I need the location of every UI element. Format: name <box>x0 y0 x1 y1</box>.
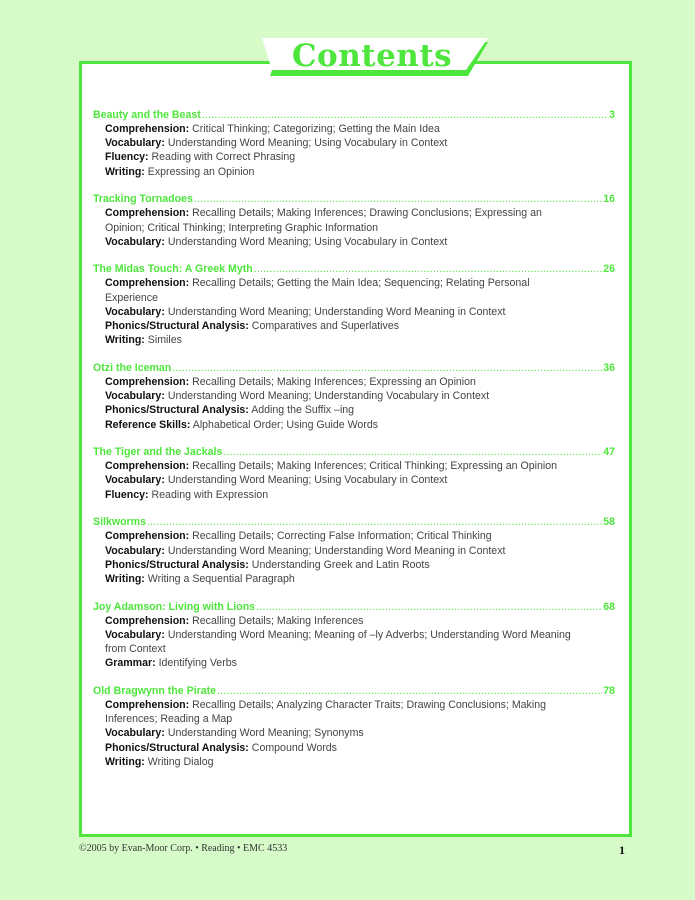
toc-entry-heading[interactable] <box>93 262 615 276</box>
dot-leader <box>223 445 602 459</box>
entry-title: Silkworms <box>93 516 146 529</box>
entry-page-number: 3 <box>609 109 615 121</box>
skill-line <box>93 529 575 543</box>
skill-line <box>93 628 575 656</box>
skill-label: Grammar: <box>105 657 156 670</box>
entry-page-number: 36 <box>603 361 615 374</box>
entry-title: Otzi the Iceman <box>93 361 172 374</box>
skill-line <box>93 459 575 473</box>
skill-label: Comprehension: <box>105 277 190 290</box>
skill-text: Alphabetical Order; Using Guide Words <box>192 418 379 431</box>
entry-page-number: 47 <box>603 446 615 459</box>
skill-label: Writing: <box>105 755 145 768</box>
skill-text: Comparatives and Superlatives <box>251 320 400 333</box>
toc-entry-heading[interactable] <box>93 600 615 614</box>
skill-text: Reading with Correct Phrasing <box>151 151 296 164</box>
entry-page-number: 78 <box>603 684 615 697</box>
skill-text: Understanding Word Meaning; Using Vocabulary in Context <box>167 474 448 487</box>
skill-line <box>93 572 575 586</box>
toc-entry-heading[interactable] <box>93 361 615 375</box>
skill-label: Vocabulary: <box>105 628 165 641</box>
entry-page-number: 68 <box>603 600 615 613</box>
page-number: 1 <box>619 843 625 857</box>
skill-text: Understanding Word Meaning; Meaning of –ly Adverbs; Understanding Word Meaning from Context <box>105 628 571 656</box>
skill-label: Comprehension: <box>105 614 190 627</box>
toc-entry-heading[interactable] <box>93 515 615 529</box>
dot-leader <box>256 600 602 614</box>
skill-label: Vocabulary: <box>105 305 165 318</box>
skill-label: Vocabulary: <box>105 474 165 487</box>
copyright-footer: ©2005 by Evan-Moor Corp. • Reading • EMC 4533 <box>79 843 288 854</box>
skill-label: Writing: <box>105 165 145 178</box>
skill-label: Vocabulary: <box>105 235 165 248</box>
skill-label: Phonics/Structural Analysis: <box>105 404 249 417</box>
dot-leader <box>254 262 602 276</box>
toc-entry <box>93 108 615 179</box>
skill-text: Recalling Details; Analyzing Character Traits; Drawing Conclusions; Making Inferences; Reading a Map <box>105 698 546 726</box>
dot-leader <box>194 192 602 206</box>
toc-entry-heading[interactable] <box>93 108 615 122</box>
skill-line <box>93 698 575 726</box>
skill-line <box>93 319 575 333</box>
skill-line <box>93 375 575 389</box>
skill-line <box>93 473 575 487</box>
skill-label: Comprehension: <box>105 375 190 388</box>
skill-label: Fluency: <box>105 151 149 164</box>
skill-line <box>93 656 575 670</box>
skill-label: Writing: <box>105 334 145 347</box>
skill-label: Phonics/Structural Analysis: <box>105 741 249 754</box>
entry-title: The Tiger and the Jackals <box>93 446 223 459</box>
skill-text: Recalling Details; Making Inferences; Drawing Conclusions; Expressing an Opinion; Critical Thinking; Interpreting Graphic Information <box>105 207 542 234</box>
entry-title: The Midas Touch: A Greek Myth <box>93 263 253 276</box>
skill-text: Writing Dialog <box>147 755 214 768</box>
skill-label: Comprehension: <box>105 207 190 220</box>
skill-line <box>93 206 575 234</box>
skill-text: Recalling Details; Making Inferences <box>192 614 364 627</box>
skill-line <box>93 305 575 319</box>
toc-entry <box>93 192 615 249</box>
skill-line <box>93 544 575 558</box>
skill-text: Understanding Word Meaning; Understanding Word Meaning in Context <box>167 305 506 318</box>
skill-label: Vocabulary: <box>105 390 165 403</box>
skill-text: Understanding Word Meaning; Understanding Vocabulary in Context <box>167 390 490 403</box>
skill-line <box>93 558 575 572</box>
toc-entry-heading[interactable] <box>93 192 615 206</box>
skill-text: Critical Thinking; Categorizing; Getting the Main Idea <box>192 123 440 135</box>
skill-line <box>93 614 575 628</box>
toc-entry <box>93 445 615 502</box>
skill-line <box>93 755 575 769</box>
toc-list <box>93 108 615 783</box>
skill-text: Adding the Suffix –ing <box>251 404 355 417</box>
toc-entry <box>93 684 615 769</box>
dot-leader <box>202 108 608 122</box>
skill-label: Phonics/Structural Analysis: <box>105 558 249 571</box>
entry-title: Joy Adamson: Living with Lions <box>93 600 256 613</box>
skill-line <box>93 276 575 304</box>
skill-text: Reading with Expression <box>151 488 269 501</box>
entry-title: Beauty and the Beast <box>93 109 201 121</box>
entry-page-number: 16 <box>603 193 615 206</box>
skill-line <box>93 150 575 164</box>
toc-entry-heading[interactable] <box>93 684 615 698</box>
entry-page-number: 58 <box>603 516 615 529</box>
skill-line <box>93 235 575 249</box>
skill-label: Phonics/Structural Analysis: <box>105 320 249 333</box>
skill-label: Reference Skills: <box>105 418 191 431</box>
skill-text: Compound Words <box>251 741 337 754</box>
entry-page-number: 26 <box>603 263 615 276</box>
skill-label: Vocabulary: <box>105 137 165 150</box>
skill-text: Recalling Details; Correcting False Information; Critical Thinking <box>192 530 492 543</box>
skill-line <box>93 418 575 432</box>
skill-line <box>93 726 575 740</box>
skill-line <box>93 488 575 502</box>
skill-line <box>93 136 575 150</box>
skill-label: Writing: <box>105 572 145 585</box>
toc-entry-heading[interactable] <box>93 445 615 459</box>
toc-entry <box>93 515 615 586</box>
skill-line <box>93 389 575 403</box>
skill-line <box>93 122 575 136</box>
skill-label: Comprehension: <box>105 698 190 711</box>
skill-label: Fluency: <box>105 488 149 501</box>
skill-text: Expressing an Opinion <box>147 165 255 178</box>
skill-label: Vocabulary: <box>105 544 165 557</box>
toc-entry <box>93 262 615 347</box>
skill-text: Understanding Word Meaning; Using Vocabulary in Context <box>167 235 448 248</box>
skill-text: Understanding Greek and Latin Roots <box>251 558 430 571</box>
skill-text: Similes <box>147 334 182 347</box>
toc-entry <box>93 361 615 432</box>
skill-label: Comprehension: <box>105 530 190 543</box>
skill-line <box>93 403 575 417</box>
skill-line <box>93 333 575 347</box>
skill-text: Understanding Word Meaning; Understanding Word Meaning in Context <box>167 544 506 557</box>
skill-line <box>93 741 575 755</box>
dot-leader <box>147 515 602 529</box>
skill-label: Vocabulary: <box>105 727 165 740</box>
skill-text: Understanding Word Meaning; Using Vocabulary in Context <box>167 137 448 150</box>
skill-text: Recalling Details; Getting the Main Idea; Sequencing; Relating Personal Experience <box>105 277 530 304</box>
title-banner <box>258 36 488 84</box>
page-title: Contents <box>291 38 453 74</box>
skill-line <box>93 165 575 179</box>
entry-title: Tracking Tornadoes <box>93 193 193 206</box>
skill-text: Identifying Verbs <box>158 657 237 670</box>
entry-title: Old Bragwynn the Pirate <box>93 684 217 697</box>
skill-text: Writing a Sequential Paragraph <box>147 572 295 585</box>
dot-leader <box>217 684 602 698</box>
skill-text: Recalling Details; Making Inferences; Expressing an Opinion <box>192 375 476 388</box>
dot-leader <box>172 361 602 375</box>
skill-text: Understanding Word Meaning; Synonyms <box>167 727 364 740</box>
skill-label: Comprehension: <box>105 123 190 135</box>
skill-label: Comprehension: <box>105 460 190 473</box>
skill-text: Recalling Details; Making Inferences; Critical Thinking; Expressing an Opinion <box>192 460 557 473</box>
toc-entry <box>93 600 615 671</box>
